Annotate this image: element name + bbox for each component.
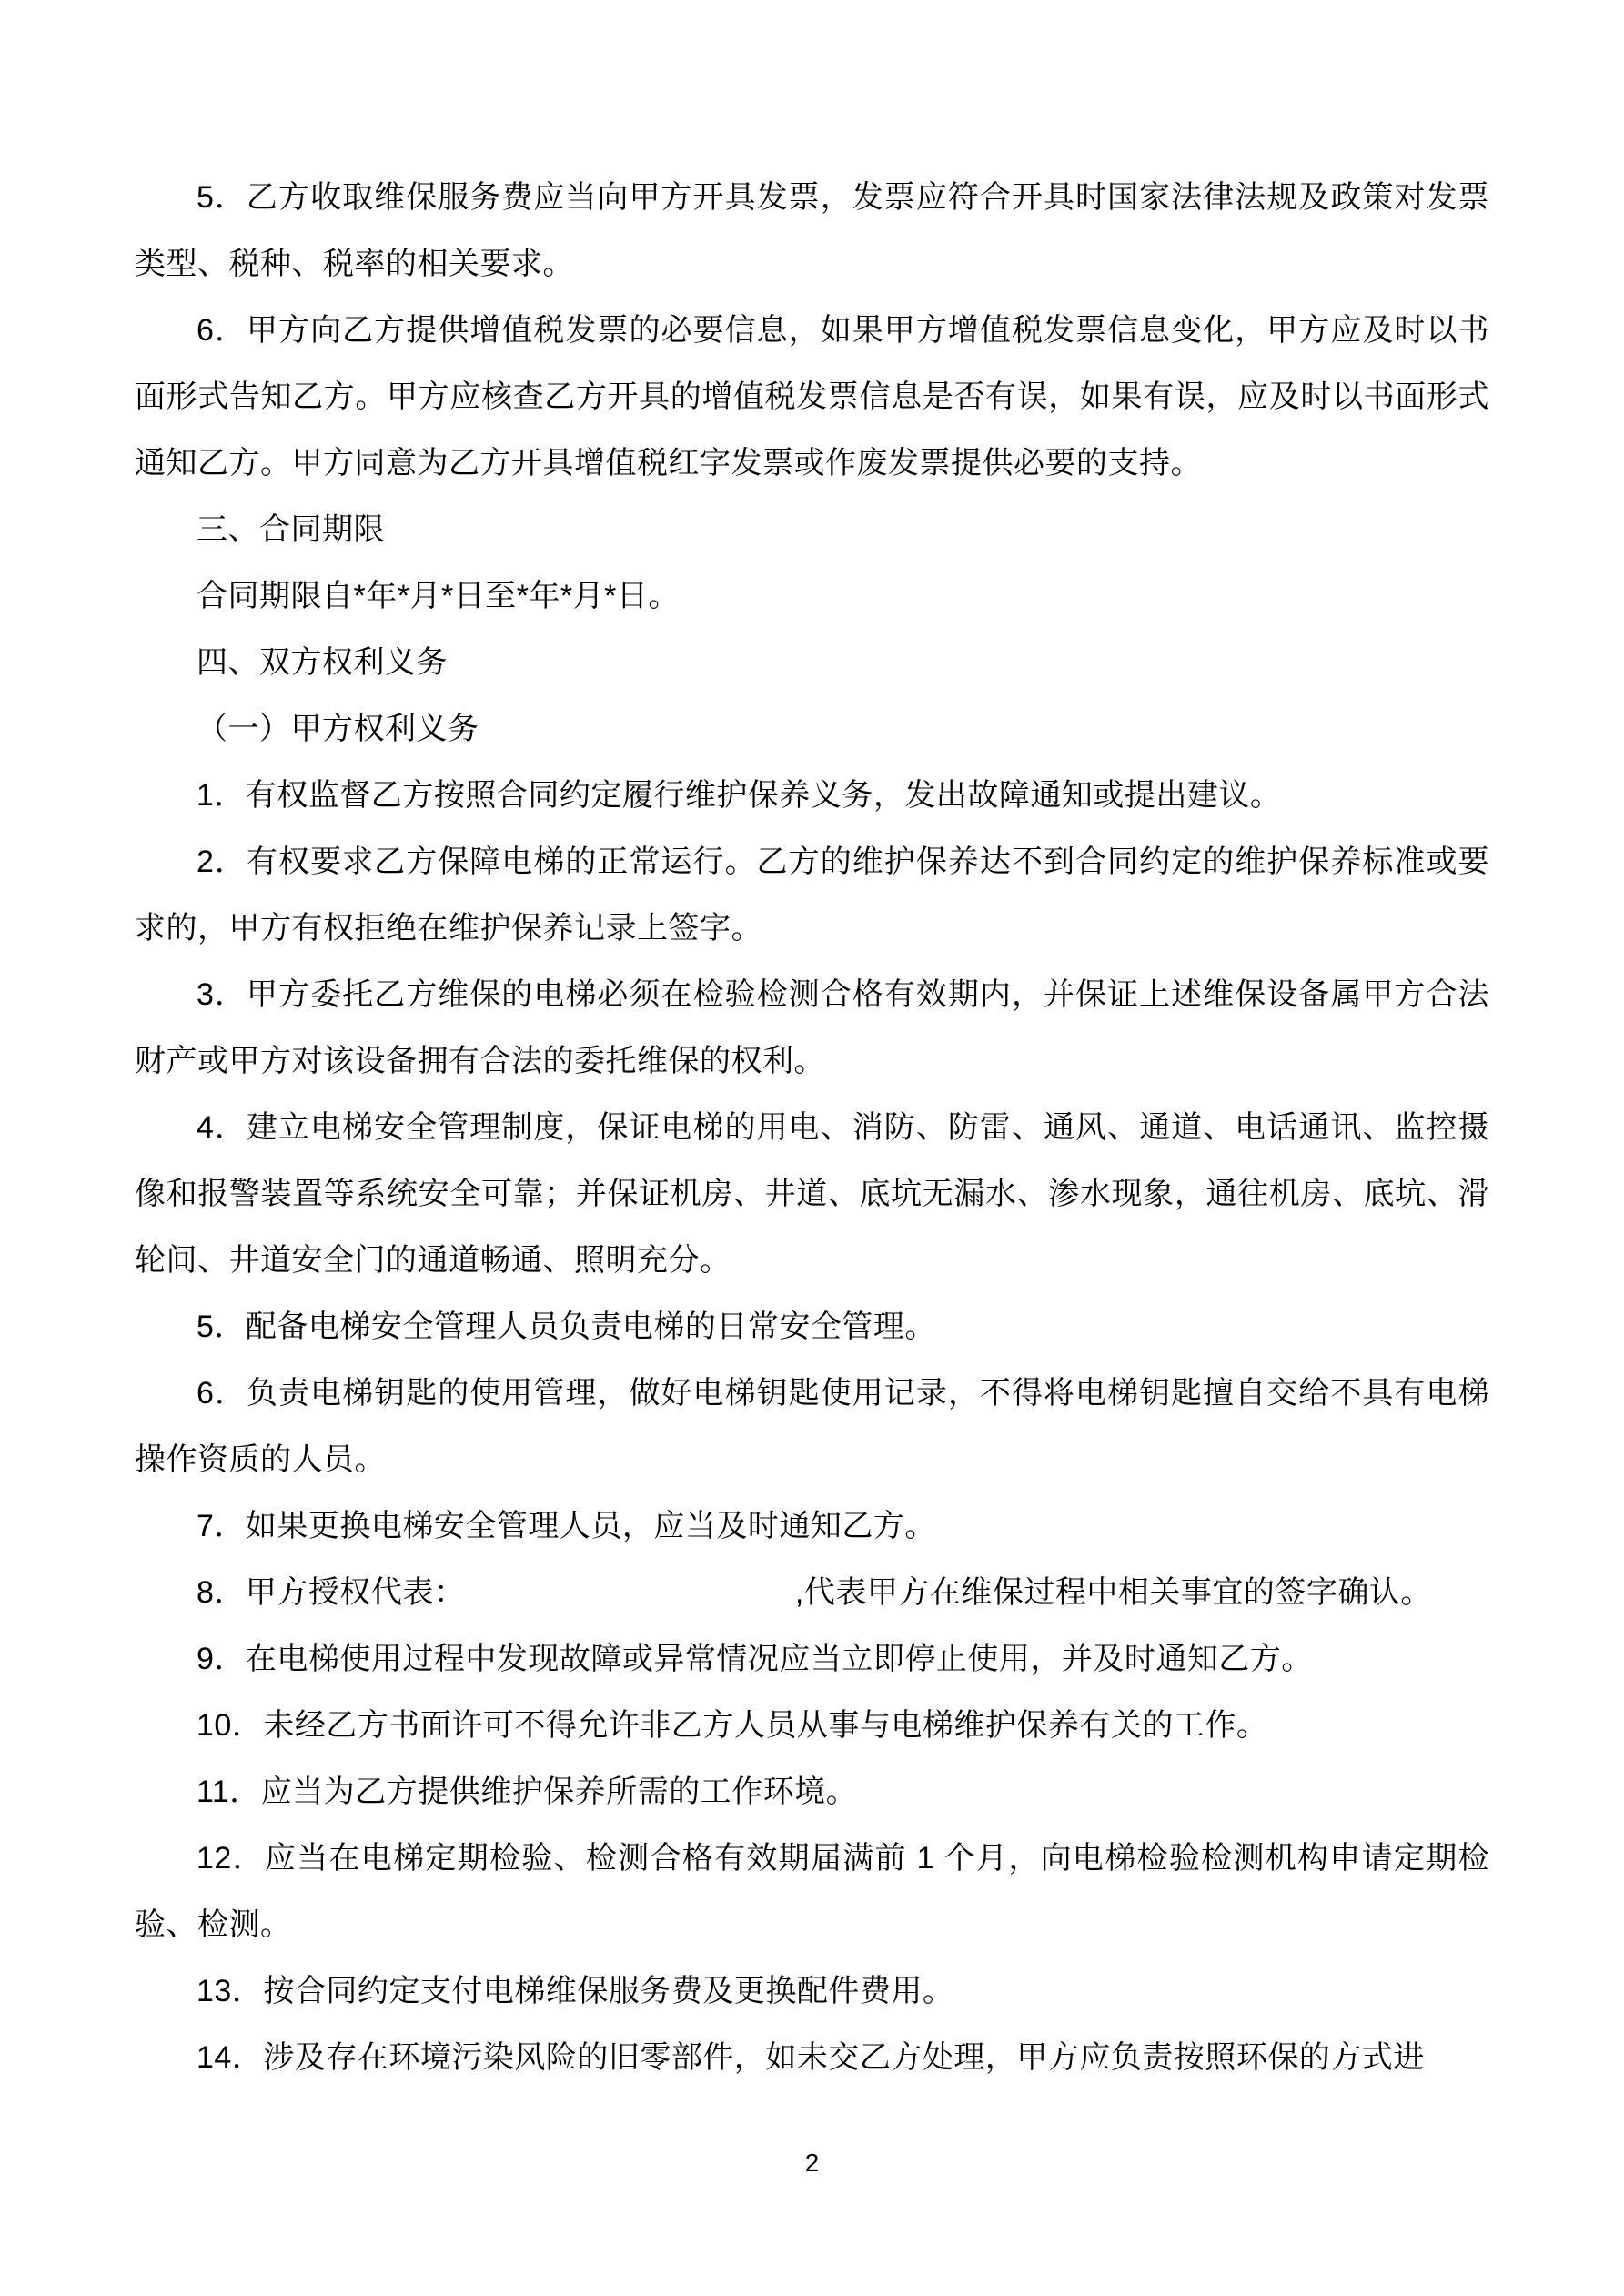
party-a-item-6-key-management: 6．负责电梯钥匙的使用管理，做好电梯钥匙使用记录，不得将电梯钥匙擅自交给不具有电梯操作资质的人员。 — [135, 1376, 1489, 1477]
party-a-item-11-work-environment: 11．应当为乙方提供维护保养所需的工作环境。 — [197, 1775, 858, 1809]
clause-payment-5-invoice: 5．乙方收取维保服务费应当向甲方开具发票，发票应符合开具时国家法律法规及政策对发票类型、税种、税率的相关要求。 — [135, 180, 1489, 281]
section-3-heading-contract-term: 三、合同期限 — [197, 512, 385, 547]
section-3-term-dates: 合同期限自*年*月*日至*年*月*日。 — [197, 579, 680, 613]
party-a-item-7-staff-change: 7．如果更换电梯安全管理人员，应当及时通知乙方。 — [197, 1509, 936, 1543]
party-a-item-10-no-third-party: 10．未经乙方书面许可不得允许非乙方人员从事与电梯维护保养有关的工作。 — [197, 1708, 1268, 1743]
section-4-heading-rights-duties: 四、双方权利义务 — [197, 645, 448, 680]
page-number: 2 — [804, 2149, 820, 2177]
party-a-item-9-stop-on-fault: 9．在电梯使用过程中发现故障或异常情况应当立即停止使用，并及时通知乙方。 — [197, 1642, 1313, 1676]
party-a-item-12-periodic-inspect: 12．应当在电梯定期检验、检测合格有效期届满前 1 个月，向电梯检验检测机构申请定期检验、检测。 — [135, 1841, 1489, 1942]
party-a-item-14-env-pollution: 14．涉及存在环境污染风险的旧零部件，如未交乙方处理，甲方应负责按照环保的方式进 — [197, 2040, 1425, 2075]
party-a-item-8-authorized-rep: 8．甲方授权代表： ,代表甲方在维保过程中相关事宜的签字确认。 — [197, 1575, 1432, 1610]
page-footer — [0, 2129, 1624, 2196]
party-a-item-1-supervise: 1．有权监督乙方按照合同约定履行维护保养义务，发出故障通知或提出建议。 — [197, 778, 1282, 813]
party-a-item-5-safety-staff: 5．配备电梯安全管理人员负责电梯的日常安全管理。 — [197, 1310, 936, 1344]
party-a-item-2-normal-operation: 2．有权要求乙方保障电梯的正常运行。乙方的维护保养达不到合同约定的维护保养标准或要求的，甲方有权拒绝在维护保养记录上签字。 — [135, 845, 1489, 946]
document-body — [135, 165, 1489, 2091]
party-a-item-3-inspection-valid: 3．甲方委托乙方维保的电梯必须在检验检测合格有效期内，并保证上述维保设备属甲方合法财产或甲方对该设备拥有合法的委托维保的权利。 — [135, 977, 1489, 1078]
section-4-1-heading-party-a: （一）甲方权利义务 — [197, 712, 479, 746]
party-a-item-13-pay-fees: 13．按合同约定支付电梯维保服务费及更换配件费用。 — [197, 1974, 954, 2008]
party-a-item-4-safety-system: 4．建立电梯安全管理制度，保证电梯的用电、消防、防雷、通风、通道、电话通讯、监控摄像和报警装置等系统安全可靠；并保证机房、井道、底坑无漏水、渗水现象，通往机房、底坑、滑轮间、井道安全门的通道畅通、照明充分。 — [135, 1110, 1489, 1278]
clause-payment-6-vat-info: 6．甲方向乙方提供增值税发票的必要信息，如果甲方增值税发票信息变化，甲方应及时以书面形式告知乙方。甲方应核查乙方开具的增值税发票信息是否有误，如果有误，应及时以书面形式通知乙方。甲方同意为乙方开具增值税红字发票或作废发票提供必要的支持。 — [135, 313, 1489, 480]
